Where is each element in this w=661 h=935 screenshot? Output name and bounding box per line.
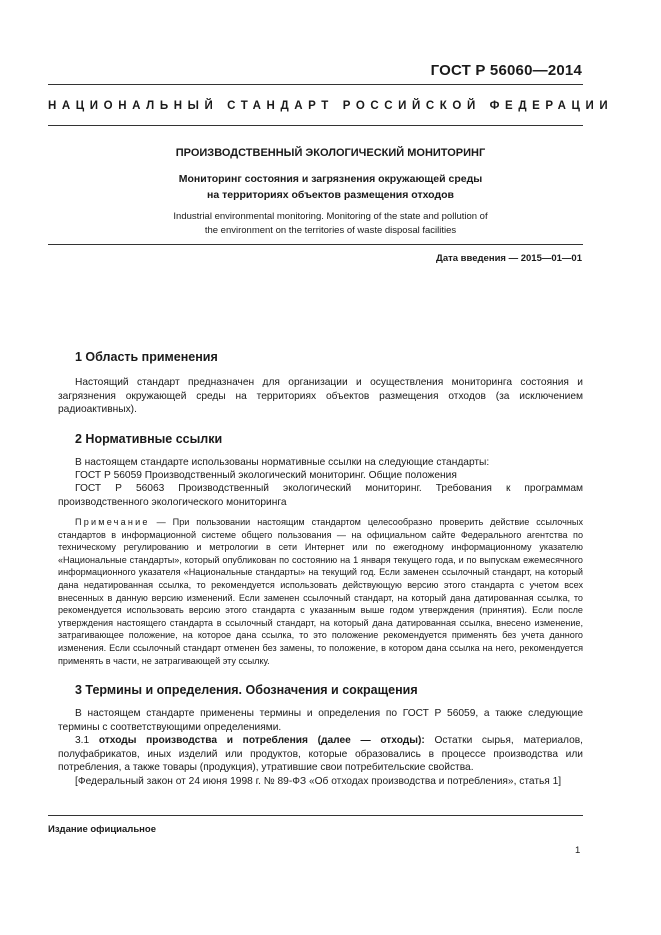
term-definition	[58, 734, 583, 775]
note-text: — При пользовании настоящим стандартом целесообразно проверить действие ссылочных стандартов в информационной системе общего пользования — на официальном сайте Федерального агентства по техническому регулированию и метрологии в сети Интернет или по ежегодному информационному указателю «Национальные стандарты», который опубликован по состоянию на 1 января текущего года, и по выпускам ежемесячного информационного указателя «Национальные стандарты» на текущий год. Если заменен ссылочный стандарт, на который дана недатированная ссылка, то рекомендуется использовать действующую версию этого стандарта с учетом всех внесенных в данную версию изменений. Если заменен ссылочный стандарт, на который дана датированная ссылка, то рекомендуется использовать версию этого стандарта с указанным выше годом утверждения (принятия). Если после утверждения настоящего стандарта в ссылочный стандарт, на который дана датированная ссылка, внесено изменение, затрагивающее положение, на которое дана ссылка, то это положение рекомендуется применять без учета данного изменения. Если ссылочный стандарт отменен без замены, то положение, в котором дана ссылка на него, рекомендуется применять в части, не затрагивающей эту ссылку.	[58, 517, 583, 666]
reference-1: ГОСТ Р 56059 Производственный экологический мониторинг. Общие положения	[75, 470, 457, 481]
footer-divider	[48, 815, 583, 816]
header-divider	[48, 84, 583, 85]
term-name: отходы производства и потребления (далее — отходы):	[98, 735, 425, 746]
reference-2: ГОСТ Р 56063 Производственный экологический мониторинг. Требования к программам производственного экологического мониторинга	[58, 483, 583, 508]
english-title-line-1: Industrial environmental monitoring. Monitoring of the state and pollution of	[173, 211, 488, 222]
english-title-line-2: the environment on the territories of waste disposal facilities	[204, 225, 457, 236]
section-3-heading: 3 Термины и определения. Обозначения и сокращения	[75, 683, 418, 697]
section-2-heading: 2 Нормативные ссылки	[75, 432, 223, 446]
term-number: 3.1	[75, 735, 99, 746]
section-2-intro: В настоящем стандарте использованы нормативные ссылки на следующие стандарты:	[75, 457, 490, 468]
introduction-date: Дата введения — 2015—01—01	[436, 253, 582, 264]
term-source: [Федеральный закон от 24 июня 1998 г. № 89-ФЗ «Об отходах производства и потребления», статья 1]	[75, 776, 562, 787]
english-title	[0, 210, 661, 238]
section-1-text: Настоящий стандарт предназначен для организации и осуществления мониторинга состояния и загрязнения окружающей среды на территориях объектов размещения отходов (за исключением радиоактивных).	[58, 377, 583, 416]
title-divider	[48, 244, 583, 245]
document-number: ГОСТ Р 56060—2014	[430, 62, 582, 79]
section-2-note	[58, 516, 583, 667]
section-1-heading: 1 Область применения	[75, 350, 218, 364]
national-standard-heading: НАЦИОНАЛЬНЫЙ СТАНДАРТ РОССИЙСКОЙ ФЕДЕРАЦИИ	[48, 100, 614, 112]
subtitle-line-2: на территориях объектов размещения отходов	[206, 189, 454, 201]
page-number: 1	[575, 845, 581, 856]
note-label: Примечание	[75, 517, 150, 527]
official-edition-label: Издание официальное	[48, 824, 156, 835]
section-3-intro: В настоящем стандарте применены термины и определения по ГОСТ Р 56059, а также следующие термины с соответствующими определениями.	[58, 708, 583, 733]
header-divider-bottom	[48, 125, 583, 126]
document-title: ПРОИЗВОДСТВЕННЫЙ ЭКОЛОГИЧЕСКИЙ МОНИТОРИНГ	[175, 147, 486, 159]
term-definition-text: Остатки сырья, материалов, полуфабрикатов, иных изделий или продуктов, которые образовались в процессе производства или потребления, а также товары (продукция), утратившие свои потребительские свойства.	[58, 735, 583, 774]
document-subtitle	[0, 171, 661, 203]
subtitle-line-1: Мониторинг состояния и загрязнения окружающей среды	[178, 173, 483, 185]
